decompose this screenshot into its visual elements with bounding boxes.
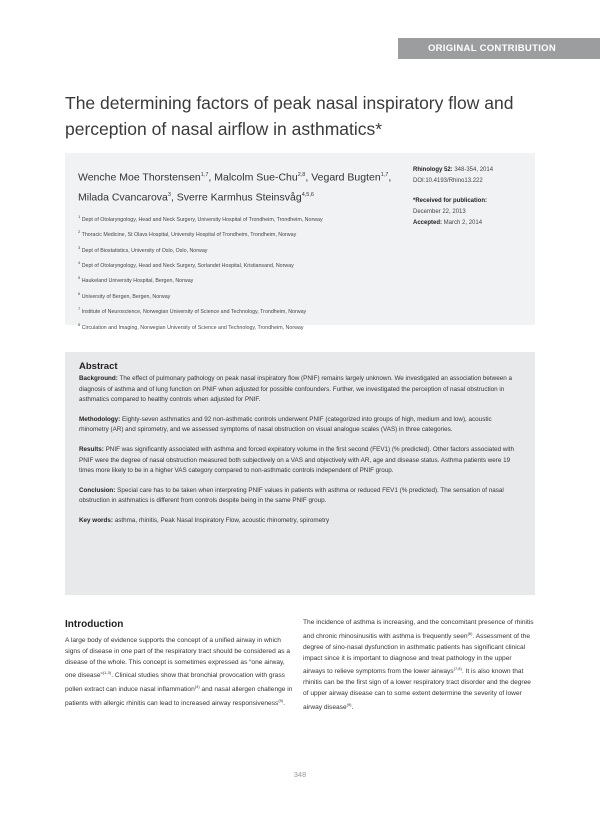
abstract-heading: Abstract [79,361,118,372]
methodology-text: Eighty-seven asthmatics and 92 non-asthmatic controls underwent PNIF (categorized into groups of high, medium and low), acoustic rhinometry (AR) and spirometry, and we assessed symptoms of nasal obstruction on visual analogue scales (VAS) in three categories. [79,415,492,434]
affiliation-text: Dept of Otolaryngology, Head and Neck Surgery, Sorlandet Hospital, Kristiansand, Norway [81,262,294,269]
accepted-date: March 2, 2014 [442,220,483,226]
body-text: . [351,704,354,712]
results-text: PNIF was significantly associated with asthma and forced expiratory volume in the first second (FEV1) (% predicted). Other factors associated with PNIF were the degree of nasal obstruction measured both subjectively on a VAS and objectively with AR, age and disease status. Asthma patients were 19 times more likely to be in a higher VAS category compared to non-asthmatic controls independent of PNIF group. [79,445,515,475]
body-text: A large body of evidence supports the concept of a unified airway in which signs of disease in one part of the respiratory tract should be considered as a disease of the whole. This concept is sometimes expressed as “one airway, one disease” [65,637,291,680]
intro-column-left [65,618,297,710]
results-label: Results: [79,445,104,453]
affiliation-item [78,245,398,254]
author-affiliation-ref: 1,7 [200,172,209,178]
author-affiliation-ref: 1,7 [380,172,389,178]
affiliation-item [78,275,398,284]
affiliation-number: 8 [78,321,81,327]
affiliation-number: 6 [78,290,81,296]
article-title: The determining factors of peak nasal inspiratory flow and perception of nasal airflow in asthmatics* [65,93,514,139]
author-name: Wenche Moe Thorstensen [78,171,201,184]
author-name: Milada Cvancarova [78,191,168,203]
author-line-2: Milada Cvancarova$^3$, Sverre Karmhus Steinsvåg$^{4,5,6}$ [78,191,314,203]
citation-ref: (5) [278,698,284,704]
author-affiliation-ref: 4,5,6 [301,191,314,198]
body-text: . It is also known that rhinitis can be the first sign of a lower respiratory tract disorder and the degree of upper airway disease can to some extent determine the severity of lower airway disease [303,668,531,712]
affiliation-text: Institute of Neuroscience, Norwegian University of Science and Technology, Trondheim, Norway [81,308,307,315]
affiliation-item [78,229,398,238]
author-name: Malcolm Sue-Chu [214,171,298,184]
body-text: . [283,700,286,708]
accepted-label: Accepted: [413,220,443,226]
page-number: 348 [293,770,307,779]
abstract-results [79,445,523,477]
body-text: The incidence of asthma is increasing, and the concomitant presence of rhinitis and chronic rhinosinusitis with asthma is frequently seen [303,619,534,640]
affiliation-item [78,322,398,331]
affiliation-number: 1 [78,214,81,219]
abstract-methodology [79,415,523,436]
affiliation-text: Thoracic Medicine, St Olavs Hospital, University Hospital of Trondheim, Trondheim, Norway [81,232,297,239]
affiliation-text: University of Bergen, Bergen, Norway [81,293,171,300]
abstract-keywords [79,516,523,527]
conclusion-text: Special care has to be taken when interpreting PNIF values in patients with asthma or reduced FEV1 (% predicted). The sensation of nasal obstruction in asthmatics is different from controls despite being in the same PNIF group. [79,486,504,505]
methodology-label: Methodology: [79,415,121,423]
affiliation-number: 2 [78,229,81,235]
body-text: . Clinical studies show that bronchial provocation with grass pollen extract can induce nasal inflammation [65,672,285,694]
author-affiliation-ref: 3 [167,191,171,198]
section-banner: ORIGINAL CONTRIBUTION [398,38,600,59]
intro-paragraph-left [65,636,297,710]
journal-label: Rhinology 52: [413,167,453,173]
abstract-background [79,374,523,406]
author-name: Vegard Bugten [311,171,381,184]
affiliation-number: 4 [78,260,81,266]
citation-ref: (6) [467,630,473,636]
citation-ref: (9) [346,701,352,707]
keywords-text: asthma, rhinitis, Peak Nasal Inspiratory Flow, acoustic rhinometry, spirometry [112,516,330,524]
received-date: December 22, 2013 [413,209,466,215]
citation-ref: (1-3) [102,670,112,676]
journal-details: 348-354, 2014 [452,167,494,173]
affiliation-item [78,306,398,315]
citation-ref: (4) [194,684,200,690]
doi: DOI:10.4193/Rhino13.222 [413,178,483,184]
intro-paragraph-right [303,618,535,714]
affiliation-number: 3 [78,244,81,250]
affiliation-text: Haukeland University Hospital, Bergen, Norway [81,278,194,285]
keywords-label: Key words: [79,516,113,524]
affiliation-list [78,214,398,337]
affiliation-item [78,260,398,269]
body-text: and nasal allergen challenge in patients with allergic rhinitis can lead to increased airway responsiveness [65,686,293,708]
intro-heading: Introduction [65,619,124,630]
body-text: . Assessment of the degree of sino-nasal dysfunction in asthmatic patients has significant clinical impact since it is important to diagnose and treat pathology in the upper airways to relieve symptoms from the lower airways [303,632,530,676]
author-list [78,167,398,206]
background-text: The effect of pulmonary pathology on peak nasal inspiratory flow (PNIF) remains largely unknown. We investigated an association between a diagnosis of asthma and of lung function on PNIF when adjusted for possible confounders. Further, we investigated the perception of nasal obstruction in asthmatics compared to healthy controls when adjusted for PNIF. [79,375,512,404]
abstract [79,361,523,536]
conclusion-label: Conclusion: [79,486,116,494]
affiliation-number: 5 [78,275,81,281]
author-line-1: Wenche Moe Thorstensen$^{1,7}$, Malcolm Sue-Chu$^{2,8}$, Vegard Bugten$^{1,7}$, [78,171,392,184]
publication-meta [413,167,533,231]
affiliation-item [78,291,398,300]
abstract-box [65,352,535,595]
citation-ref: (7,8) [453,666,462,672]
abstract-conclusion [79,486,523,507]
affiliation-item [78,214,398,223]
received-label: *Received for publication: [413,198,488,204]
author-name: Sverre Karmhus Steinsvåg [176,191,302,203]
intro-column-right [303,618,535,714]
affiliation-text: Circulation and Imaging, Norwegian University of Science and Technology, Trondheim, Norway [81,324,304,331]
author-affiliation-ref: 2,8 [297,172,306,178]
affiliation-text: Dept of Biostatistics, University of Oslo, Oslo, Norway [81,247,208,254]
affiliation-number: 7 [78,306,81,312]
background-label: Background: [79,375,118,382]
author-box [65,153,535,331]
affiliation-text: Dept of Otolaryngology, Head and Neck Surgery, University Hospital of Trondheim, Trondheim, Norway [81,216,323,223]
